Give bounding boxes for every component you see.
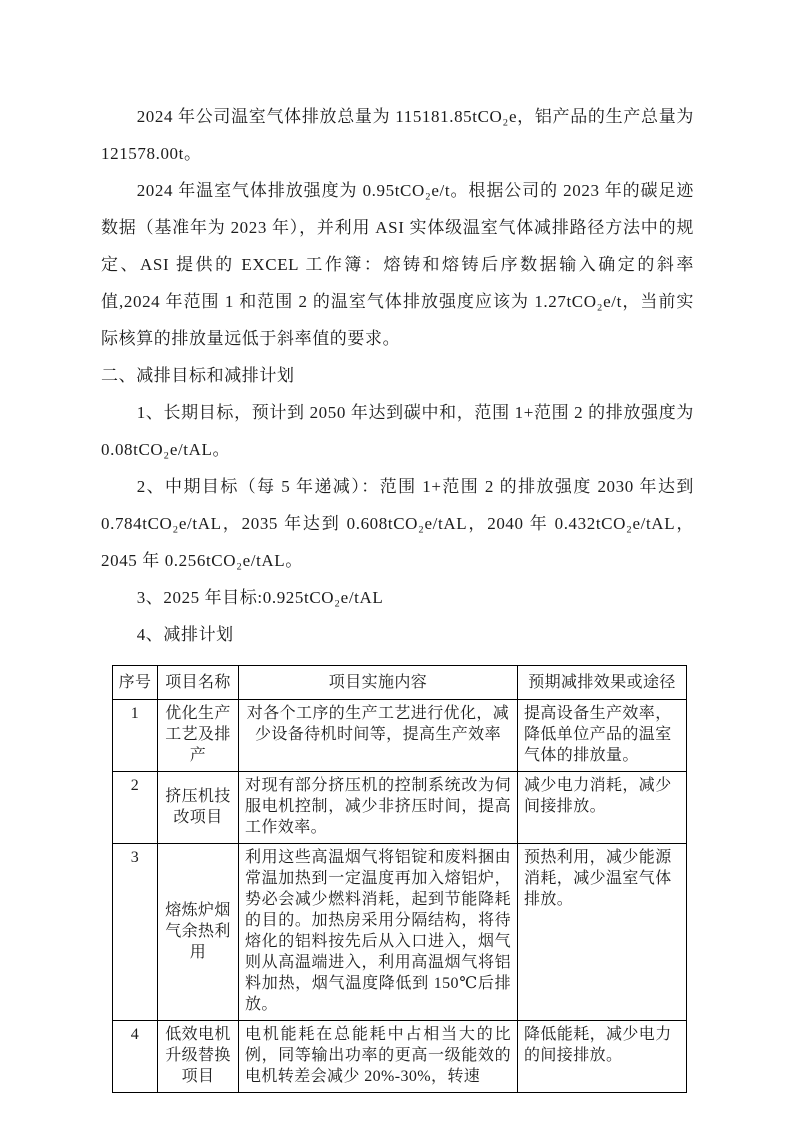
cell-no: 1 (113, 700, 158, 772)
paragraph-emission-intensity: 2024 年温室气体排放强度为 0.95tCO₂e/t。根据公司的 2023 年的碳足迹数据（基准年为 2023 年），并利用 ASI 实体级温室气体减排路径方法中的规定、ASI 提供的 EXCEL 工作簿：熔铸和熔铸后序数据输入确定的斜率值,2024 年范围 1 和范围 2 的温室气体排放强度应该为 1.27tCO₂e/t，当前实际核算的排放量远低于斜率值的要求。 (101, 181, 694, 348)
cell-effect: 减少电力消耗，减少间接排放。 (518, 772, 687, 844)
cell-name: 低效电机升级替换项目 (158, 1021, 239, 1093)
table-row (113, 700, 687, 772)
cell-no: 2 (113, 772, 158, 844)
item-long-term-goal: 1、长期目标，预计到 2050 年达到碳中和，范围 1+范围 2 的排放强度为 0.08tCO₂e/tAL。 (101, 403, 694, 459)
paragraph-total-emissions: 2024 年公司温室气体排放总量为 115181.85tCO₂e，铝产品的生产总量为 121578.00t。 (101, 107, 694, 163)
table-row (113, 1021, 687, 1093)
item-reduction-plan-label: 4、减排计划 (136, 625, 234, 644)
table-header-name: 项目名称 (158, 666, 239, 700)
table-header-effect: 预期减排效果或途径 (518, 666, 687, 700)
section-heading: 二、减排目标和减排计划 (101, 366, 295, 385)
table-header-no: 序号 (113, 666, 158, 700)
cell-effect: 预热利用，减少能源消耗，减少温室气体排放。 (518, 844, 687, 1021)
cell-name: 熔炼炉烟气余热利用 (158, 844, 239, 1021)
cell-no: 4 (113, 1021, 158, 1093)
cell-effect: 提高设备生产效率，降低单位产品的温室气体的排放量。 (518, 700, 687, 772)
table-header-content: 项目实施内容 (239, 666, 518, 700)
item-2025-goal: 3、2025 年目标:0.925tCO₂e/tAL (136, 588, 384, 607)
table-row (113, 772, 687, 844)
cell-content: 利用这些高温烟气将铝锭和废料捆由常温加热到一定温度再加入熔铝炉，势必会减少燃料消耗，起到节能降耗的目的。加热房采用分隔结构，将待熔化的铝料按先后从入口进入，烟气则从高温端进入，利用高温烟气将铝料加热，烟气温度降低到 150℃后排放。 (239, 844, 518, 1021)
cell-no: 3 (113, 844, 158, 1021)
cell-name: 优化生产工艺及排产 (158, 700, 239, 772)
cell-content: 对各个工序的生产工艺进行优化，减少设备待机时间等，提高生产效率 (239, 700, 518, 772)
item-mid-term-goal: 2、中期目标（每 5 年递减）：范围 1+范围 2 的排放强度 2030 年达到 0.784tCO₂e/tAL，2035 年达到 0.608tCO₂e/tAL，2040 年 0.432tCO₂e/tAL，2045 年 0.256tCO₂e/tAL。 (101, 477, 694, 570)
table-row (113, 844, 687, 1021)
cell-effect: 降低能耗，减少电力的间接排放。 (518, 1021, 687, 1093)
table-header-row (113, 666, 687, 700)
cell-content: 对现有部分挤压机的控制系统改为伺服电机控制，减少非挤压时间，提高工作效率。 (239, 772, 518, 844)
cell-name: 挤压机技改项目 (158, 772, 239, 844)
cell-content: 电机能耗在总能耗中占相当大的比例，同等输出功率的更高一级能效的电机转差会减少 20%-30%，转速 (239, 1021, 518, 1093)
emission-reduction-plan-table (112, 665, 687, 1093)
